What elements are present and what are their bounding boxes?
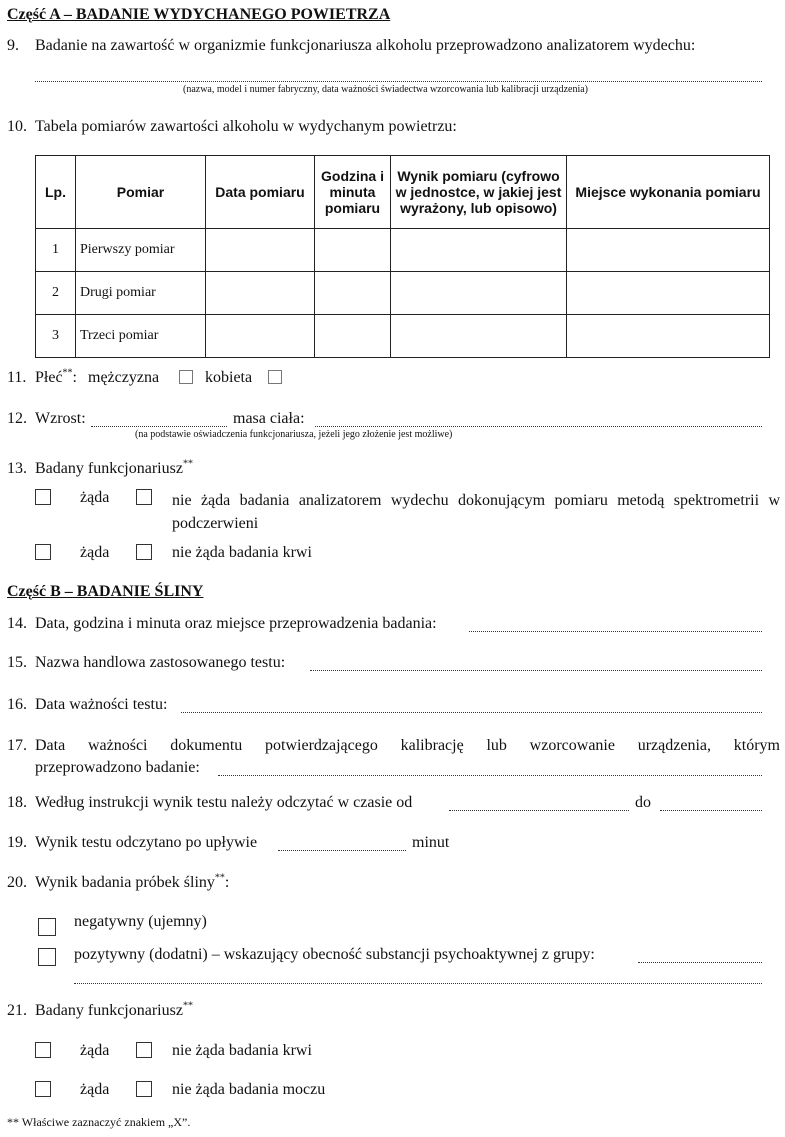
q18-to-label: do xyxy=(635,794,651,811)
q13-demand-2-label: żąda xyxy=(80,544,110,561)
q19-number: 19. xyxy=(7,834,27,851)
q19-minutes-line[interactable] xyxy=(278,850,406,851)
q9-number: 9. xyxy=(7,37,19,54)
header-pomiar: Pomiar xyxy=(76,156,206,229)
q21-demand-2-label: żąda xyxy=(80,1081,110,1098)
cell-godzina[interactable] xyxy=(315,272,391,315)
row-lp: 2 xyxy=(36,272,76,315)
q20-colon: : xyxy=(224,874,230,891)
q21-text-label: Badany funkcjonariusz xyxy=(35,1002,183,1019)
q11-colon: : xyxy=(72,369,77,386)
q9-answer-line[interactable] xyxy=(35,81,762,82)
q11-footnote-mark: ** xyxy=(62,367,73,379)
q11-male-label: mężczyzna xyxy=(88,369,160,386)
q17-text-line2: przeprowadzono badanie: xyxy=(35,759,200,776)
q18-text: Według instrukcji wynik testu należy odczytać w czasie od xyxy=(35,794,413,811)
q13-nodemand-1-checkbox[interactable] xyxy=(136,489,152,505)
q21-nodemand-1-label: nie żąda badania krwi xyxy=(172,1042,312,1059)
q11-label-text: Płeć xyxy=(35,369,63,386)
q17-text-line1: Data ważności dokumentu potwierdzającego kalibrację lub wzorcowanie urządzenia, którym xyxy=(35,737,780,754)
row-pomiar: Drugi pomiar xyxy=(76,272,206,315)
cell-data[interactable] xyxy=(206,229,315,272)
q15-answer-line[interactable] xyxy=(310,670,762,671)
q16-answer-line[interactable] xyxy=(181,712,762,713)
q10-text: Tabela pomiarów zawartości alkoholu w wydychanym powietrzu: xyxy=(35,118,457,135)
q13-nodemand-1-label: nie żąda badania analizatorem wydechu dokonującym pomiaru metodą spektrometrii w podczerwieni xyxy=(172,492,780,532)
q13-demand-1-label: żąda xyxy=(80,489,110,506)
cell-miejsce[interactable] xyxy=(567,229,770,272)
q13-demand-2-checkbox[interactable] xyxy=(35,544,51,560)
cell-wynik[interactable] xyxy=(391,315,567,358)
q20-positive-checkbox[interactable] xyxy=(38,948,56,966)
table-row xyxy=(36,229,770,272)
q11-female-label: kobieta xyxy=(205,369,253,386)
q20-positive-label: pozytywny (dodatni) – wskazujący obecność substancji psychoaktywnej z grupy: xyxy=(74,946,595,963)
q20-group-line-1[interactable] xyxy=(638,962,762,963)
cell-data[interactable] xyxy=(206,272,315,315)
q11-male-checkbox[interactable] xyxy=(179,370,193,384)
q13-text xyxy=(35,460,193,478)
q11-female-checkbox[interactable] xyxy=(268,370,282,384)
cell-miejsce[interactable] xyxy=(567,315,770,358)
q14-number: 14. xyxy=(7,615,27,632)
q20-group-line-2[interactable] xyxy=(74,983,762,984)
q11-label xyxy=(35,369,77,387)
q15-number: 15. xyxy=(7,654,27,671)
cell-wynik[interactable] xyxy=(391,272,567,315)
q13-nodemand-2-label: nie żąda badania krwi xyxy=(172,544,312,561)
q21-demand-1-checkbox[interactable] xyxy=(35,1042,51,1058)
q11-number: 11. xyxy=(7,369,27,386)
q19-text: Wynik testu odczytano po upływie xyxy=(35,834,258,851)
q9-text: Badanie na zawartość w organizmie funkcjonariusza alkoholu przeprowadzono analizatorem wydechu: xyxy=(35,37,696,54)
footnote: ** Właściwe zaznaczyć znakiem „X”. xyxy=(7,1115,191,1129)
row-lp: 1 xyxy=(36,229,76,272)
header-wynik: Wynik pomiaru (cyfrowo w jednostce, w jakiej jest wyrażony, lub opisowo) xyxy=(391,156,567,229)
row-lp: 3 xyxy=(36,315,76,358)
q20-text xyxy=(35,874,229,892)
q9-note: (nazwa, model i numer fabryczny, data ważności świadectwa wzorcowania lub kalibracji urządzenia) xyxy=(183,84,588,95)
row-pomiar: Trzeci pomiar xyxy=(76,315,206,358)
q18-from-line[interactable] xyxy=(449,810,629,811)
table-row xyxy=(36,315,770,358)
q20-number: 20. xyxy=(7,874,27,891)
q18-number: 18. xyxy=(7,794,27,811)
q20-negative-checkbox[interactable] xyxy=(38,918,56,936)
q13-number: 13. xyxy=(7,460,27,477)
q20-footnote-mark: ** xyxy=(214,872,225,884)
q13-nodemand-2-checkbox[interactable] xyxy=(136,544,152,560)
q14-text: Data, godzina i minuta oraz miejsce przeprowadzenia badania: xyxy=(35,615,437,632)
q12-note: (na podstawie oświadczenia funkcjonariusza, jeżeli jego złożenie jest możliwe) xyxy=(135,429,453,440)
q13-demand-1-checkbox[interactable] xyxy=(35,489,51,505)
q21-demand-1-label: żąda xyxy=(80,1042,110,1059)
q14-answer-line[interactable] xyxy=(469,631,762,632)
q20-text-label: Wynik badania próbek śliny xyxy=(35,874,215,891)
q16-text: Data ważności testu: xyxy=(35,696,168,713)
q12-mass-label: masa ciała: xyxy=(233,410,305,427)
q16-number: 16. xyxy=(7,696,27,713)
q21-nodemand-2-checkbox[interactable] xyxy=(136,1081,152,1097)
cell-godzina[interactable] xyxy=(315,229,391,272)
cell-data[interactable] xyxy=(206,315,315,358)
cell-wynik[interactable] xyxy=(391,229,567,272)
q13-footnote-mark: ** xyxy=(182,458,193,470)
q18-to-line[interactable] xyxy=(660,810,762,811)
q12-height-line[interactable] xyxy=(91,426,227,427)
q21-number: 21. xyxy=(7,1002,27,1019)
header-data: Data pomiaru xyxy=(206,156,315,229)
q17-answer-line[interactable] xyxy=(218,775,762,776)
q15-text: Nazwa handlowa zastosowanego testu: xyxy=(35,654,286,671)
measurement-table xyxy=(35,155,770,358)
q19-unit: minut xyxy=(412,834,450,851)
q21-nodemand-2-label: nie żąda badania moczu xyxy=(172,1081,326,1098)
q21-nodemand-1-checkbox[interactable] xyxy=(136,1042,152,1058)
row-pomiar: Pierwszy pomiar xyxy=(76,229,206,272)
q10-number: 10. xyxy=(7,118,27,135)
cell-godzina[interactable] xyxy=(315,315,391,358)
q21-footnote-mark: ** xyxy=(182,1000,193,1012)
q12-mass-line[interactable] xyxy=(315,426,762,427)
header-miejsce: Miejsce wykonania pomiaru xyxy=(567,156,770,229)
part-a-title: Część A – BADANIE WYDYCHANEGO POWIETRZA xyxy=(7,6,391,23)
header-lp: Lp. xyxy=(36,156,76,229)
q12-number: 12. xyxy=(7,410,27,427)
q12-height-label: Wzrost: xyxy=(35,410,86,427)
table-row xyxy=(36,272,770,315)
q13-text-label: Badany funkcjonariusz xyxy=(35,460,183,477)
cell-miejsce[interactable] xyxy=(567,272,770,315)
part-b-title: Część B – BADANIE ŚLINY xyxy=(7,583,204,600)
table-header-row xyxy=(36,156,770,229)
q20-negative-label: negatywny (ujemny) xyxy=(74,913,207,930)
header-godzina: Godzina i minuta pomiaru xyxy=(315,156,391,229)
q17-number: 17. xyxy=(7,737,27,754)
q21-text xyxy=(35,1002,193,1020)
q21-demand-2-checkbox[interactable] xyxy=(35,1081,51,1097)
